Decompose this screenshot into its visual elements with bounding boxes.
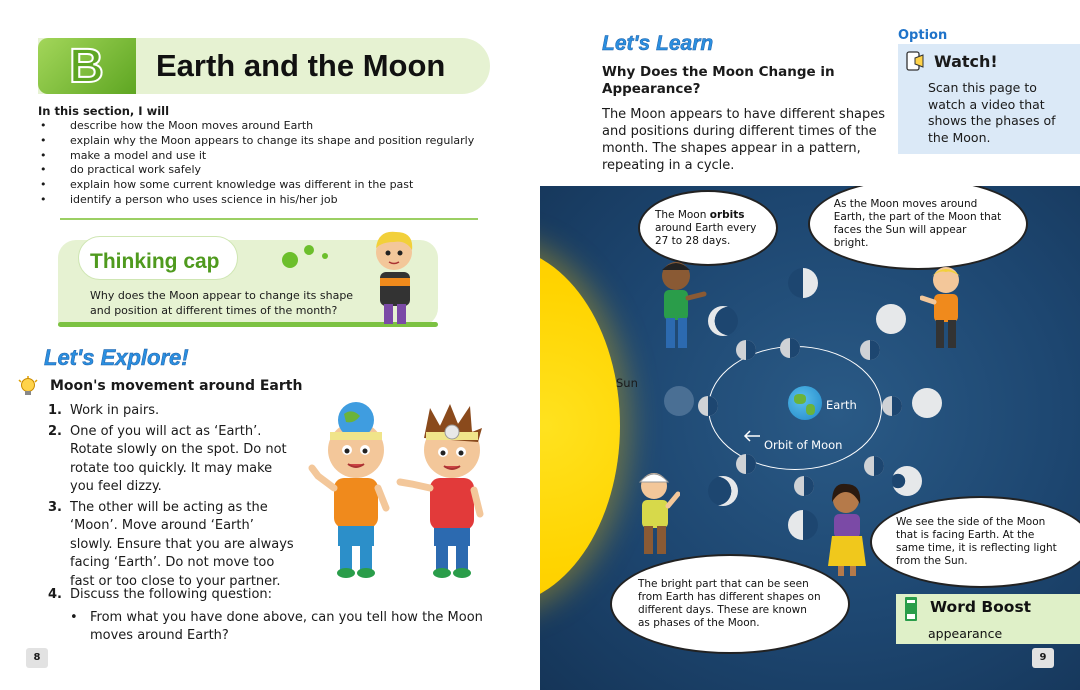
earth-label: Earth [826, 398, 857, 412]
page-number: 9 [1032, 648, 1054, 668]
intro-item: • identify a person who uses science in his/her job [38, 193, 474, 208]
sun [540, 246, 620, 606]
orbit-label: Orbit of Moon [764, 438, 843, 452]
right-page [540, 0, 1080, 690]
moon-phase-new [664, 386, 694, 416]
moon-phase-half [788, 268, 818, 298]
moon-phase-crescent [708, 476, 738, 506]
step-number: 4. [48, 587, 62, 602]
step-item [48, 586, 272, 604]
intro-item: • do practical work safely [38, 163, 474, 178]
step-text: Work in pairs. [70, 403, 160, 418]
boy-with-hat-illustration [630, 468, 680, 564]
step-number: 3. [48, 499, 62, 515]
step-text: The other will be acting as the ‘Moon’. Move around ‘Earth’ slowly. Ensure that you are always facing ‘Earth’. Do not move too fast or too close to your partner. [70, 499, 294, 589]
discussion-question: • From what you have done above, can you tell how the Moon moves around Earth? [70, 609, 490, 645]
step-number: 2. [48, 423, 62, 439]
earth [788, 386, 822, 420]
watch-text: Scan this page to watch a video that shows the phases of the Moon. [928, 80, 1056, 145]
step-item [48, 423, 300, 497]
intro-list [38, 119, 474, 208]
thinking-cap-title: Thinking cap [90, 250, 220, 273]
moon-phase-gibbous [892, 466, 922, 496]
moon-phase-half [788, 510, 818, 540]
girl-illustration [822, 482, 872, 578]
moon-phase-full [912, 388, 942, 418]
learn-heading: Let's Learn [602, 32, 714, 55]
steps-list [48, 402, 300, 593]
divider [60, 218, 478, 220]
section-badge [38, 38, 136, 94]
page-number: 8 [26, 648, 48, 668]
moon-inner [882, 396, 902, 416]
video-scan-icon [904, 50, 926, 72]
moon-inner [698, 396, 718, 416]
step-item [48, 499, 300, 592]
sun-label: Sun [616, 376, 638, 390]
blond-boy-illustration [920, 264, 970, 354]
step-text: Discuss the following question: [69, 587, 273, 602]
why-body-text: The Moon appears to have different shapes and positions during different times of the month. The shapes appear in a pattern, repeating in a cycle. [602, 107, 886, 173]
thought-dot [322, 253, 328, 259]
word-boost-word: appearance [928, 626, 1003, 641]
word-boost-title: Word Boost [930, 598, 1032, 616]
section-title: Earth and the Moon [156, 48, 446, 83]
watch-title: Watch! [934, 52, 998, 71]
thought-dot [282, 252, 298, 268]
option-label: Option [898, 28, 948, 43]
book-icon [904, 596, 918, 622]
orbit-arrow-icon [740, 424, 762, 446]
speech-bubble-sun-facing: As the Moon moves around Earth, the part of the Moon that faces the Sun will appear bright. [808, 186, 1028, 270]
moon-phase-crescent [708, 306, 738, 336]
thought-dot [304, 245, 314, 255]
lightbulb-icon [17, 376, 39, 398]
section-letter: B [69, 39, 105, 93]
moon-inner [860, 340, 880, 360]
kids-earth-moon-illustration [304, 398, 504, 580]
intro-item: • describe how the Moon moves around Earth [38, 119, 474, 134]
intro-item: • explain why the Moon appears to change its shape and position regularly [38, 134, 474, 149]
activity-title: Moon's movement around Earth [50, 378, 303, 394]
speech-bubble-phases: The bright part that can be seen from Earth has different shapes on different days. These are known as phases of the Moon. [610, 554, 850, 654]
intro-item: • make a model and use it [38, 149, 474, 164]
moon-inner [736, 454, 756, 474]
explore-heading: Let's Explore! [44, 345, 189, 370]
moon-inner [736, 340, 756, 360]
thinking-cap-text: Why does the Moon appear to change its shape and position at different times of the month? [90, 289, 354, 317]
step-text: One of you will act as ‘Earth’. Rotate slowly on the spot. Do not rotate too quickly. It may make you feel dizzy. [70, 423, 287, 494]
why-heading: Why Does the Moon Change in Appearance? [602, 64, 835, 97]
thinking-kid-illustration [364, 226, 426, 326]
speech-bubble-reflecting: We see the side of the Moon that is facing Earth. At the same time, it is reflecting light from the Sun. [870, 496, 1080, 588]
speech-bubble-orbits: The Moon orbits around Earth every 27 to 28 days. [638, 190, 778, 266]
moon-inner [864, 456, 884, 476]
moon-inner [780, 338, 800, 358]
moon-phase-full [876, 304, 906, 334]
intro-item: • explain how some current knowledge was different in the past [38, 178, 474, 193]
step-number: 1. [48, 403, 62, 418]
keyword-orbits: orbits [709, 208, 745, 221]
intro-heading: In this section, I will [38, 104, 170, 118]
moon-inner [794, 476, 814, 496]
boy-pointing-illustration [652, 258, 712, 358]
step-item [48, 402, 300, 421]
